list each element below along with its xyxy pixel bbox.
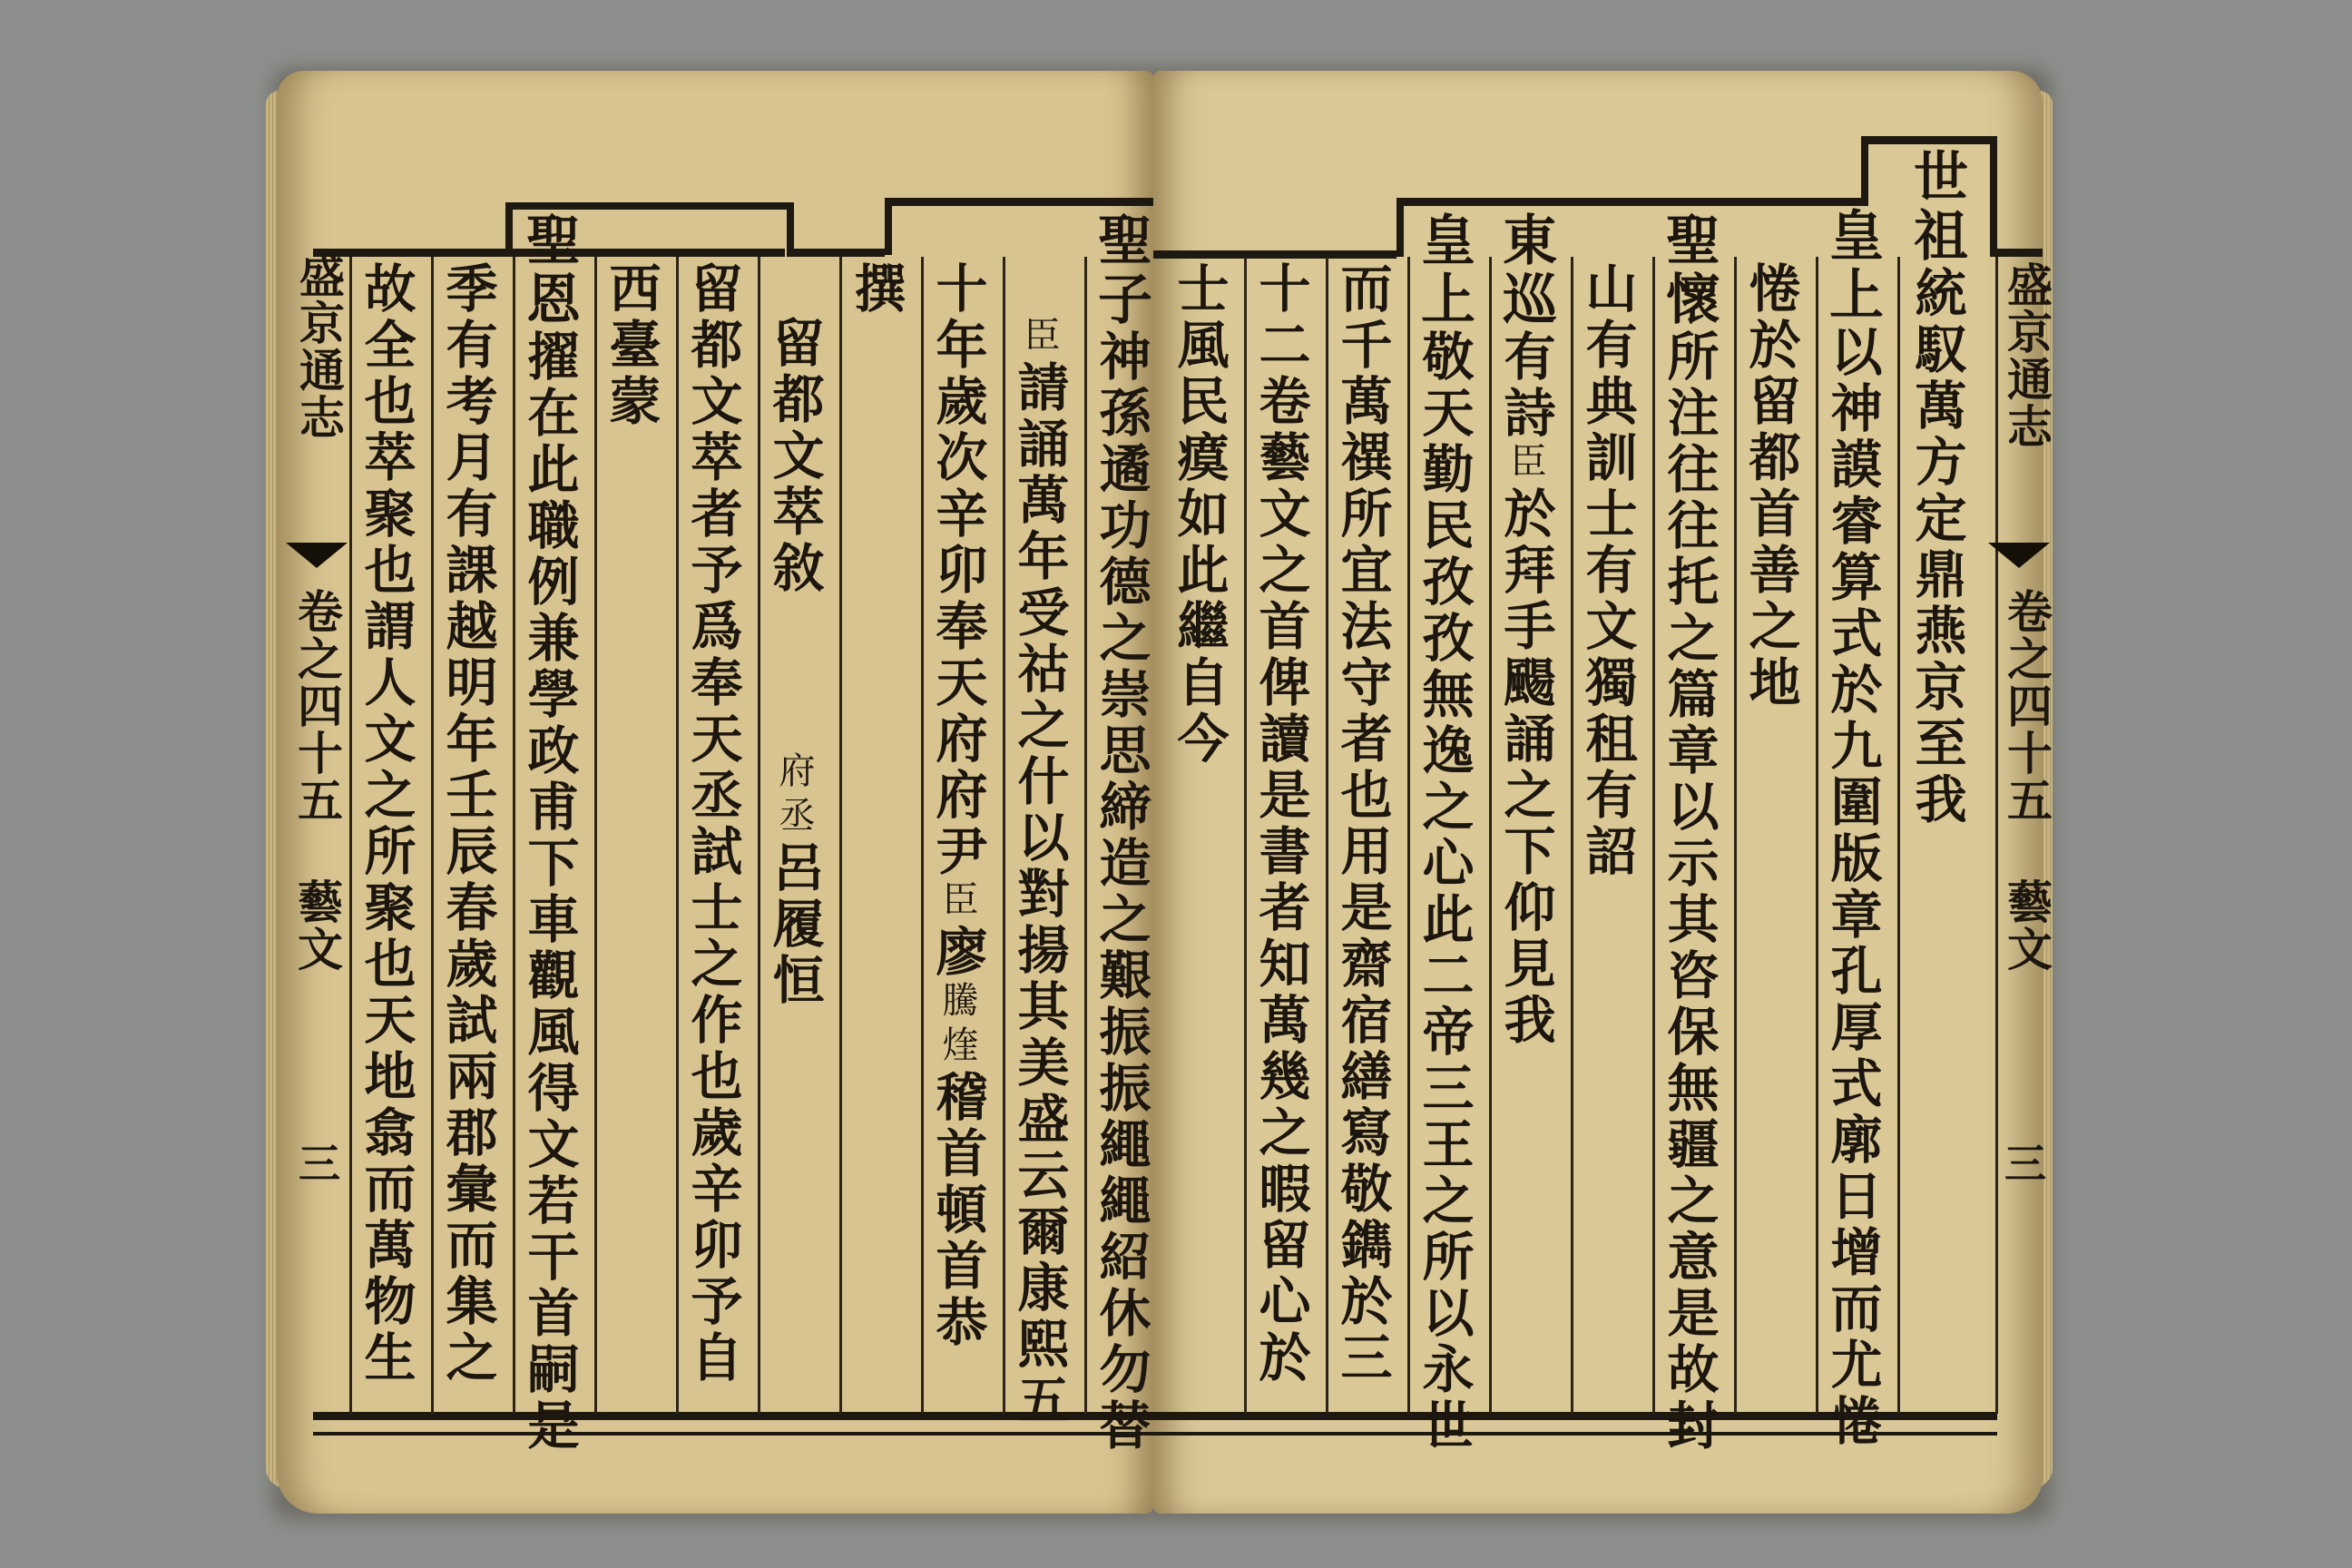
column-divider (1652, 257, 1655, 1414)
column-text: 稽首頓首恭 (927, 1070, 988, 1351)
top-border-step-side (787, 202, 794, 255)
column-divider (1003, 257, 1005, 1414)
column-text: 廖 (927, 925, 988, 981)
column-text: 以神謨睿算式於九圍版章孔厚式廓日增而尤惓 (1822, 325, 1883, 1450)
top-border-step-side (1861, 136, 1868, 205)
gutter-title: 盛京通志 (292, 252, 346, 441)
gutter-divider (1995, 257, 1998, 1414)
text-column (356, 261, 416, 1387)
top-border-line (1153, 250, 1396, 259)
column-divider (1897, 257, 1900, 1414)
top-border-line (787, 249, 885, 257)
column-divider (1489, 257, 1492, 1414)
text-column (846, 261, 906, 318)
column-divider (839, 257, 842, 1414)
column-text: 山有典訓士有文獨租有詔 (1577, 261, 1638, 880)
top-border-step (508, 202, 794, 210)
text-column (1820, 207, 1884, 1450)
gutter-title: 盛京通志 (2000, 261, 2053, 450)
column-text: 敬天勤民孜孜無逸之心此二帝三王之所以永世 (1414, 329, 1475, 1455)
top-border-step-side (505, 202, 513, 255)
author-name: 呂履恒 (764, 840, 825, 1009)
text-column (1577, 261, 1638, 880)
column-divider (513, 257, 515, 1414)
column-divider (1326, 257, 1328, 1414)
column-text: 十年歲次辛卯奉天府府尹 (927, 261, 988, 880)
gutter-volume: 卷之四十五 (2000, 588, 2053, 824)
column-text: 而千萬禩所宜法守者也用是齋宿繕寫敬鐫於三 (1332, 261, 1393, 1387)
column-text: 士風民瘼如此繼自今 (1169, 261, 1230, 768)
top-border-line (1990, 249, 2043, 257)
text-column (1740, 261, 1801, 711)
elevated-honorific: 世祖 (1905, 148, 1968, 266)
column-text: 留都文萃者予爲奉天丞試士之作也歲辛卯予自 (682, 261, 743, 1387)
elevated-honorific: 聖恩 (517, 211, 581, 329)
column-divider (1084, 257, 1087, 1414)
elevated-honorific: 聖懷 (1657, 211, 1720, 329)
left-page (277, 71, 1153, 1514)
top-border-step (885, 198, 1153, 206)
column-text: 擢在此職例兼學政甫下車觀風得文若干首嗣是 (519, 329, 580, 1455)
column-divider (431, 257, 434, 1414)
text-column (1332, 261, 1393, 1387)
gutter-section: 藝文 (2000, 878, 2053, 973)
column-divider (921, 257, 924, 1414)
elevated-honorific: 皇上 (1412, 211, 1475, 329)
top-border-step-side (1990, 136, 1997, 254)
top-border-step (1861, 136, 1997, 144)
text-column (437, 261, 498, 1387)
column-divider (1816, 257, 1818, 1414)
column-text: 十二卷藝文之首俾讀是書者知萬幾之暇留心於 (1250, 261, 1311, 1387)
small-text: 臣 (1018, 316, 1060, 360)
column-text: 請誦萬年受祜之什以對揚其美盛云爾康熙五 (1009, 360, 1070, 1429)
gutter-volume: 卷之四十五 (290, 588, 344, 824)
text-column (1905, 148, 1968, 828)
small-text: 騰煃 (936, 981, 978, 1070)
column-text: 所注往往托之篇章以示其咨保無疆之意是故封 (1659, 329, 1720, 1455)
text-column (1412, 211, 1475, 1455)
essay-title-column (764, 316, 825, 1009)
small-text: 臣 (1504, 442, 1546, 486)
gutter-leaf-number: 三 (1998, 1142, 2047, 1185)
elevated-honorific: 東巡 (1494, 211, 1557, 329)
top-border-step-side (885, 202, 892, 255)
elevated-honorific: 皇上 (1820, 207, 1884, 325)
column-divider (594, 257, 597, 1414)
column-divider (1244, 257, 1247, 1414)
column-text: 季有考月有課越明年壬辰春歲試兩郡彙而集之 (437, 261, 498, 1387)
bottom-border-thin (313, 1432, 1153, 1436)
text-column (927, 261, 988, 1351)
gutter-leaf-number: 三 (292, 1142, 341, 1185)
top-border-step (1396, 198, 1868, 206)
gutter-section: 藝文 (290, 878, 344, 973)
text-column (1657, 211, 1720, 1455)
text-column (682, 261, 743, 1387)
column-text: 統馭萬方定鼎燕京至我 (1906, 266, 1967, 828)
right-page (1153, 71, 2053, 1514)
text-column (1089, 211, 1152, 1455)
column-text: 惓於留都首善之地 (1740, 261, 1801, 711)
column-divider (758, 257, 760, 1414)
fish-tail-mark (286, 543, 348, 568)
column-divider (1734, 257, 1737, 1414)
column-divider (1571, 257, 1573, 1414)
column-text: 有詩 (1495, 329, 1556, 442)
small-text: 臣 (936, 880, 978, 925)
gutter-divider (349, 257, 352, 1414)
column-text: 西臺蒙 (601, 261, 662, 430)
text-column (1169, 261, 1230, 768)
column-text: 神孫遹功德之崇思締造之艱振振繩繩紹休勿替 (1091, 329, 1152, 1455)
column-divider (676, 257, 679, 1414)
column-text: 於拜手颺誦之下仰見我 (1495, 486, 1556, 1049)
text-column (517, 211, 581, 1455)
text-column (601, 261, 662, 430)
column-text: 故全也萃聚也謂人文之所聚也天地翕而萬物生 (356, 261, 416, 1387)
fish-tail-mark (1988, 543, 2050, 568)
text-column (1009, 316, 1070, 1429)
top-border-step-side (1396, 202, 1404, 257)
essay-title: 留都文萃敘 (764, 316, 825, 597)
text-column (1250, 261, 1311, 1387)
elevated-honorific: 聖子 (1089, 211, 1152, 329)
text-column (1494, 211, 1557, 1049)
column-divider (1407, 257, 1410, 1414)
author-title: 府丞 (773, 751, 815, 840)
column-text: 撰 (846, 261, 906, 318)
